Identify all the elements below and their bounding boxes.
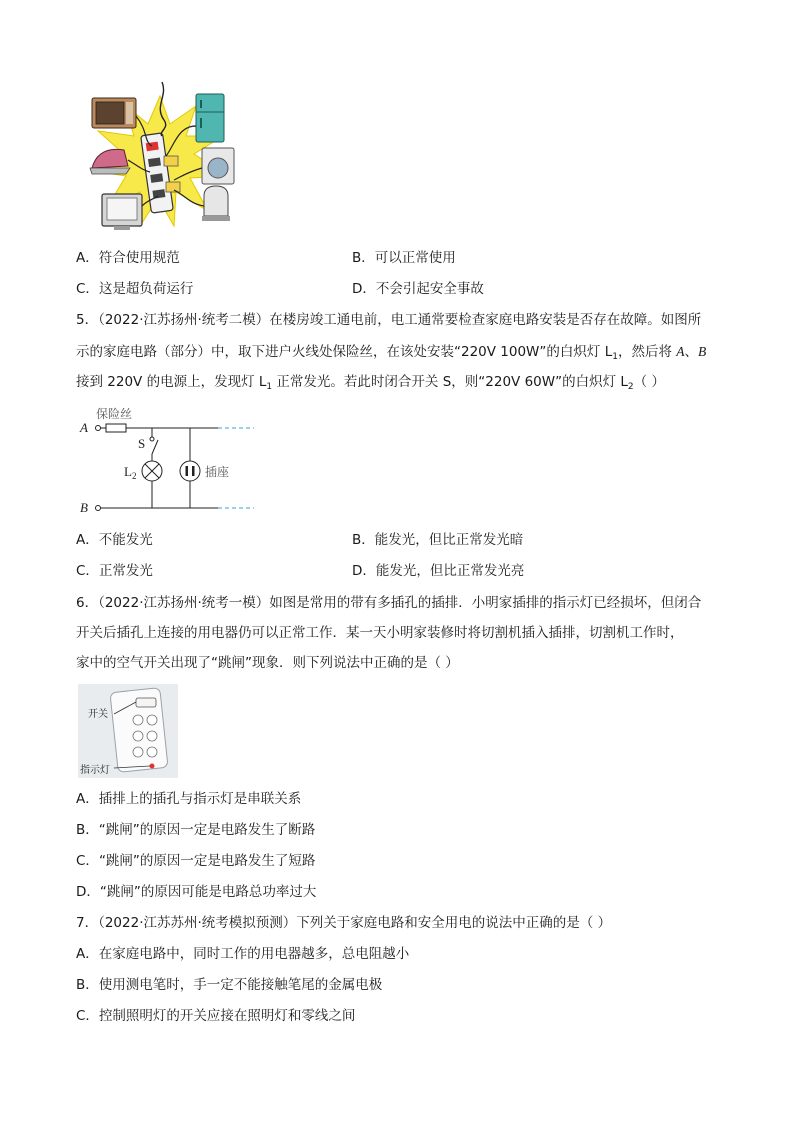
lamp-symbol <box>142 461 162 481</box>
terminal-b-label: B <box>80 500 88 515</box>
q6-option-c[interactable]: C．“跳闸”的原因一定是电路发生了短路 <box>76 853 316 869</box>
fuse-symbol <box>106 424 126 432</box>
q4-option-b[interactable]: B．可以正常使用 <box>352 250 456 266</box>
terminal-a-label: A <box>80 420 88 435</box>
q5-option-a[interactable]: A．不能发光 <box>76 532 153 548</box>
q4-option-c[interactable]: C．这是超负荷运行 <box>76 281 194 297</box>
indicator-light-label: 指示灯 <box>80 765 110 776</box>
q5-stem-line-3: 接到 220V 的电源上，发现灯 $L_1$ 正常发光。若此时闭合开关 S，则“220V 60W”的白炽灯 $L_2$（ ） <box>76 374 665 392</box>
q6-option-a[interactable]: A．插排上的插孔与指示灯是串联关系 <box>76 791 302 807</box>
indicator-light-icon <box>150 764 155 769</box>
kettle-icon <box>202 186 230 221</box>
refrigerator-icon <box>196 94 224 142</box>
socket-symbol <box>180 461 200 481</box>
q5-option-b[interactable]: B．能发光，但比正常发光暗 <box>352 532 524 548</box>
q6-stem-line-3: 家中的空气开关出现了“跳闸”现象．则下列说法中正确的是（ ） <box>76 655 459 671</box>
iron-icon <box>90 149 130 174</box>
q6-stem-line-1: 6．（2022·江苏扬州·统考一模）如图是常用的带有多插孔的插排．小明家插排的指示灯已经损坏，但闭合 <box>76 595 702 611</box>
q7-option-c[interactable]: C．控制照明灯的开关应接在照明灯和零线之间 <box>76 1008 356 1024</box>
switch-button-icon <box>136 698 156 707</box>
q5-stem-line-2: 示的家庭电路（部分）中，取下进户火线处保险丝，在该处安装“220V 100W”的白炽灯 $L_1$，然后将 A、B <box>76 344 707 362</box>
q6-stem-line-2: 开关后插孔上连接的用电器仍可以正常工作．某一天小明家装修时将切割机插入插排，切割机工作时， <box>76 625 684 641</box>
washing-machine-icon <box>202 148 234 184</box>
q5-circuit-diagram <box>76 402 266 516</box>
television-icon <box>102 194 142 230</box>
q4-option-a[interactable]: A．符合使用规范 <box>76 250 180 266</box>
socket-label: 插座 <box>205 465 230 479</box>
microwave-icon <box>92 98 136 128</box>
q6-option-d[interactable]: D．“跳闸”的原因可能是电路总功率过大 <box>76 884 317 900</box>
q7-option-b[interactable]: B．使用测电笔时，手一定不能接触笔尾的金属电极 <box>76 977 383 993</box>
q4-option-d[interactable]: D．不会引起安全事故 <box>352 281 484 297</box>
switch-label: S <box>138 436 146 451</box>
q5-stem-line-1: 5．（2022·江苏扬州·统考二模）在楼房竣工通电前，电工通常要检查家庭电路安装是否存在故障。如图所 <box>76 312 702 328</box>
q7-stem-line-1: 7．（2022·江苏苏州·统考模拟预测）下列关于家庭电路和安全用电的说法中正确的是（ ） <box>76 915 612 931</box>
lamp-label: $L_2$ <box>124 464 137 481</box>
overloaded-outlet-illustration <box>78 76 243 241</box>
q6-power-strip-figure <box>78 684 178 778</box>
q7-option-a[interactable]: A．在家庭电路中，同时工作的用电器越多，总电阻越小 <box>76 946 410 962</box>
q5-option-d[interactable]: D．能发光，但比正常发光亮 <box>352 563 525 579</box>
q5-option-c[interactable]: C．正常发光 <box>76 563 153 579</box>
fuse-label: 保险丝 <box>96 407 133 421</box>
switch-label: 开关 <box>88 709 108 720</box>
q6-option-b[interactable]: B．“跳闸”的原因一定是电路发生了断路 <box>76 822 316 838</box>
switch-symbol <box>152 440 158 454</box>
